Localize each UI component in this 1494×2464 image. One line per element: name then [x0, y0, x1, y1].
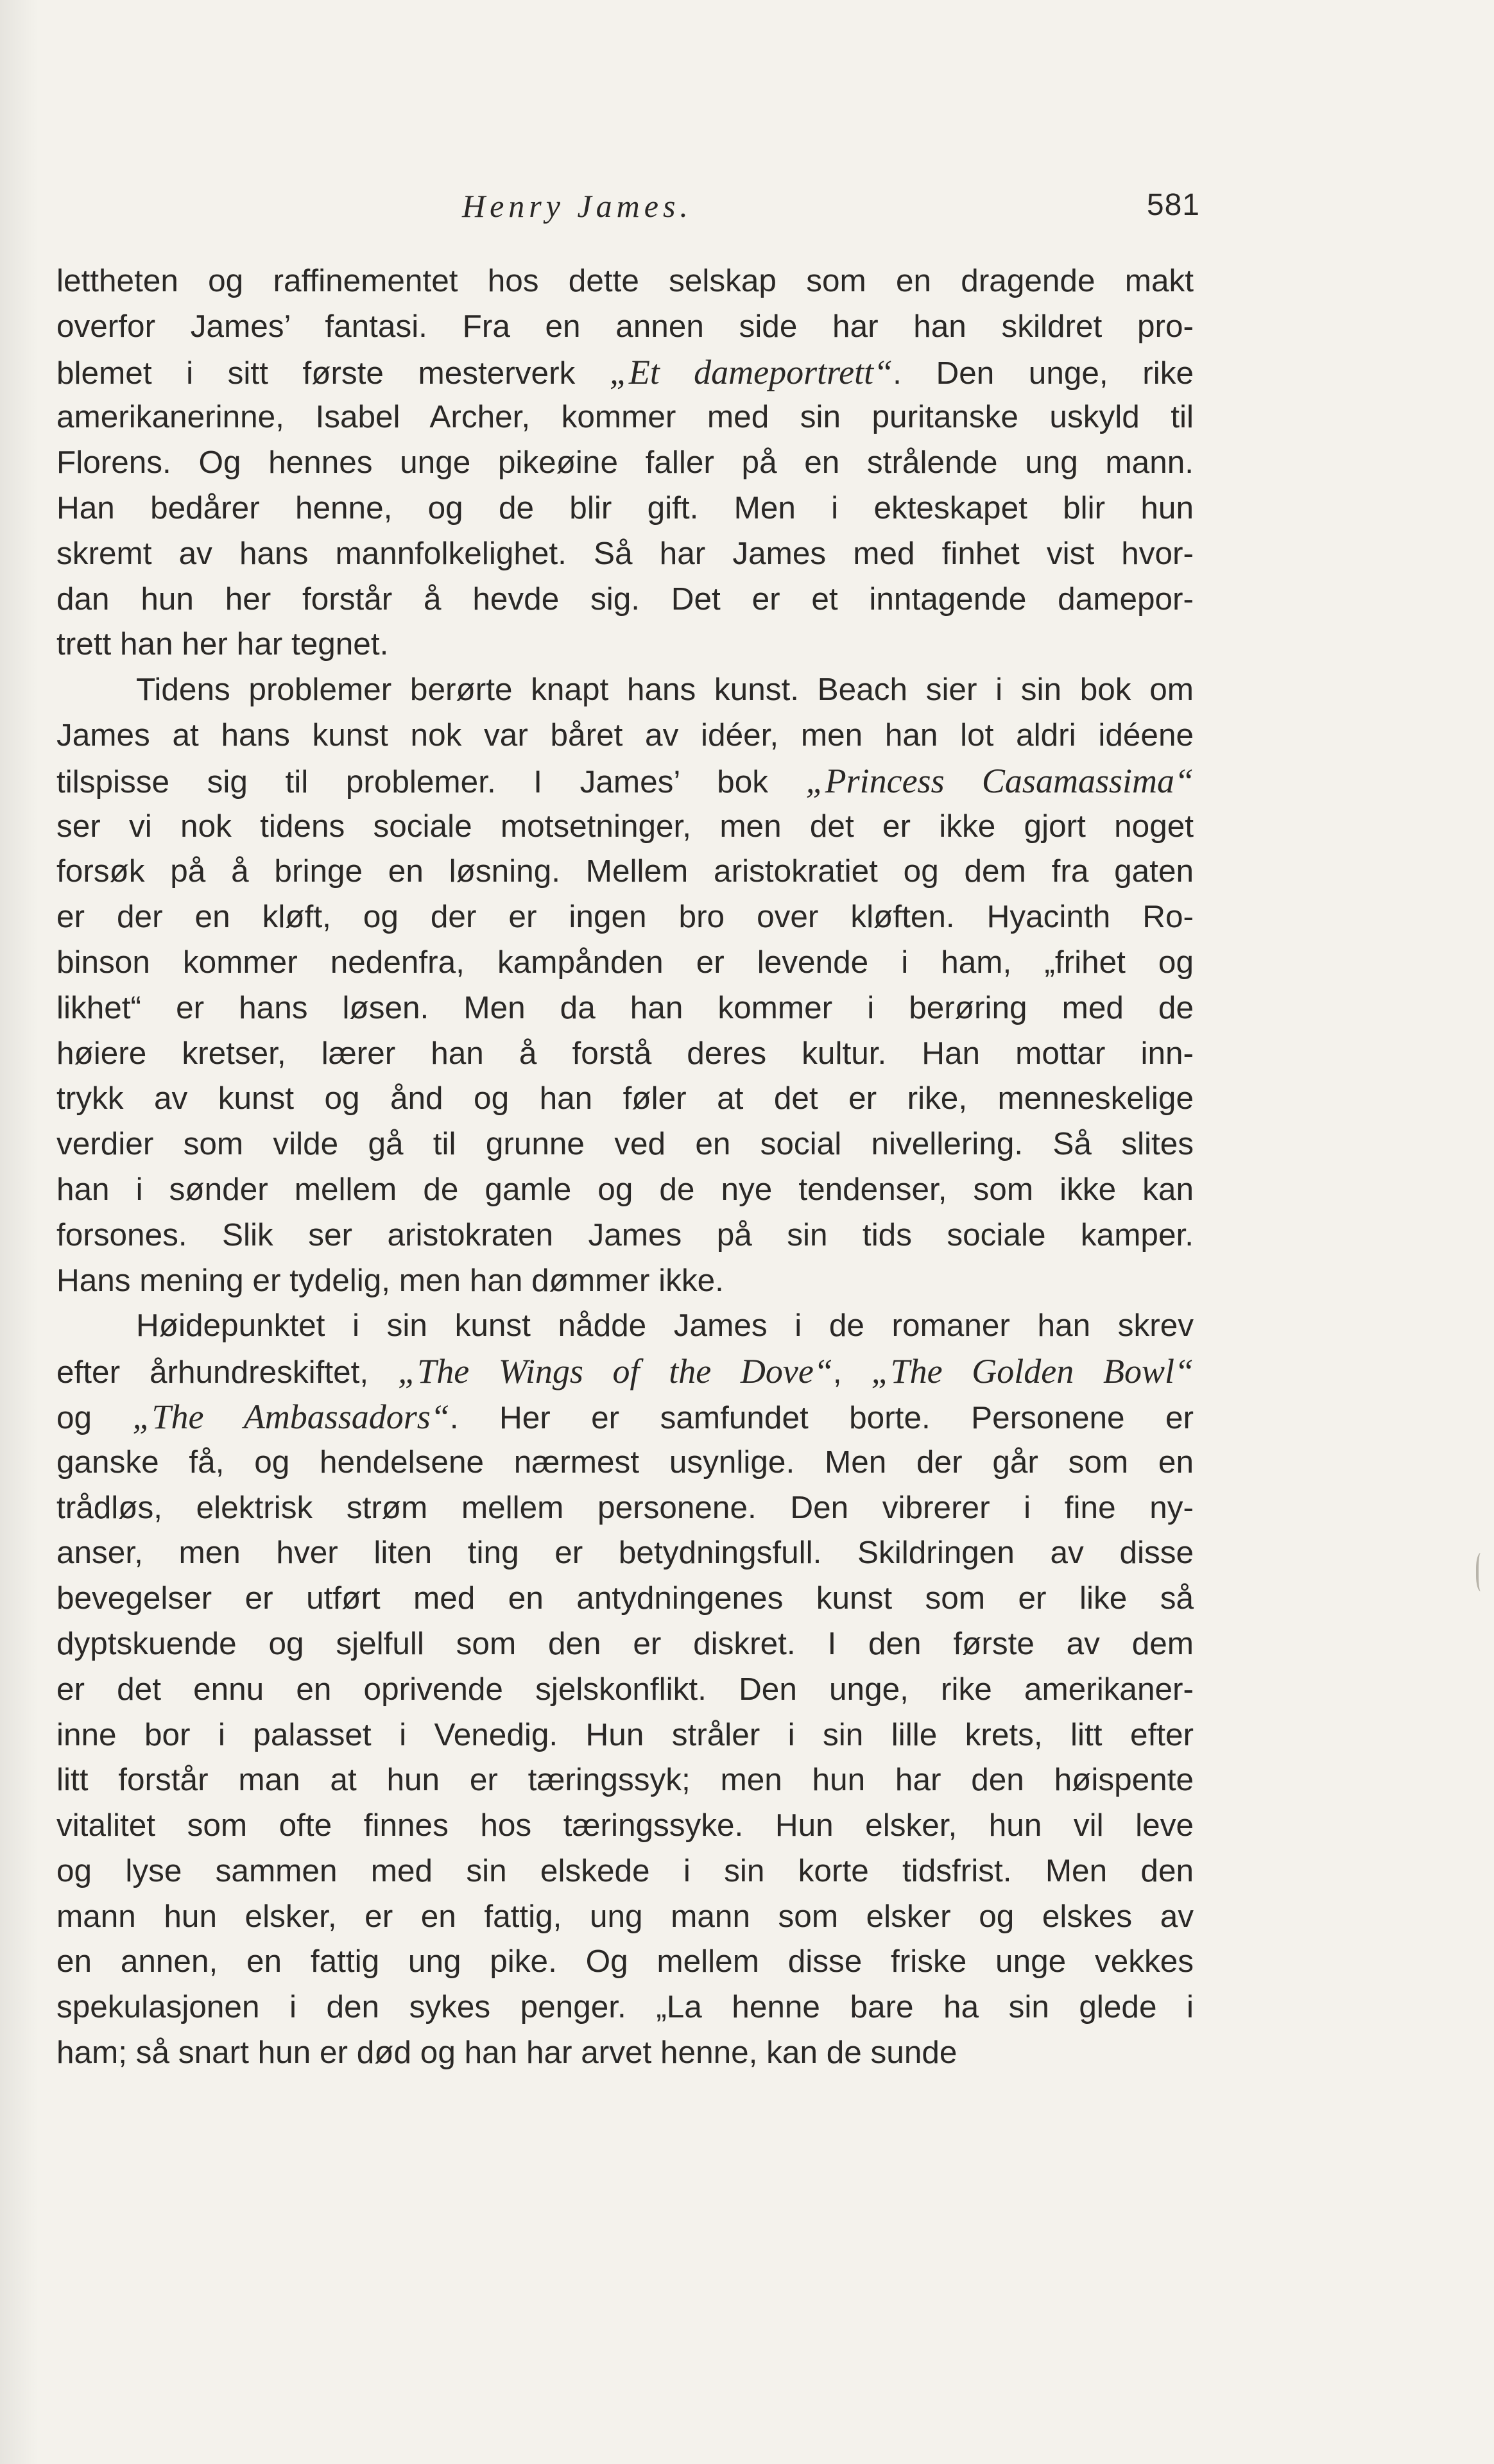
text-line: vitalitet som ofte finnes hos tæringssyke. Hun elsker, hun vil leve [56, 1808, 1194, 1844]
text-line: Tidens problemer berørte knapt hans kunst. Beach sier i sin bok om [136, 672, 1194, 708]
text-line: og lyse sammen med sin elskede i sin korte tidsfrist. Men den [56, 1852, 1194, 1888]
italic-title: „Et dameportrett“ [609, 352, 893, 391]
text-line: mann hun elsker, er en fattig, ung mann som elsker og elskes av [56, 1898, 1194, 1934]
text-line: skremt av hans mannfolkelighet. Så har James med finhet vist hvor- [56, 535, 1194, 571]
text-line: Han bedårer henne, og de blir gift. Men i ekteskapet blir hun [56, 490, 1194, 526]
text-line: binson kommer nedenfra, kampånden er levende i ham, „frihet og [56, 944, 1194, 980]
text-line: Florens. Og hennes unge pikeøine faller på en strålende ung mann. [56, 445, 1194, 481]
text-line: ham; så snart hun er død og han har arvet henne, kan de sunde [56, 2035, 957, 2071]
text-line: verdier som vilde gå til grunne ved en social nivellering. Så slites [56, 1126, 1194, 1162]
text-line: ganske få, og hendelsene nærmest usynlige. Men der går som en [56, 1444, 1194, 1480]
text-line: og „The Ambassadors“. Her er samfundet borte. Personene er [56, 1397, 1194, 1436]
text-line: Hans mening er tydelig, men han dømmer ikke. [56, 1262, 724, 1298]
text-line: trett han her har tegnet. [56, 626, 389, 662]
paragraph [56, 259, 1194, 667]
italic-title: „The Golden Bowl“ [871, 1352, 1194, 1391]
paragraph [56, 667, 1194, 1303]
text-line: amerikanerinne, Isabel Archer, kommer med sin puritanske uskyld til [56, 399, 1194, 435]
text-line: en annen, en fattig ung pike. Og mellem disse friske unge vekkes [56, 1944, 1194, 1980]
text-line: høiere kretser, lærer han å forstå deres kultur. Han mottar inn- [56, 1035, 1194, 1071]
italic-title: „The Wings of the Dove“ [398, 1352, 833, 1391]
italic-title: „Princess Casamassima“ [805, 761, 1194, 800]
body-text [56, 259, 1194, 2076]
text-line: forsøk på å bringe en løsning. Mellem aristokratiet og dem fra gaten [56, 853, 1194, 889]
text-line: lettheten og raffinementet hos dette selskap som en dragende makt [56, 263, 1194, 298]
text-line: spekulasjonen i den sykes penger. „La henne bare ha sin glede i [56, 1989, 1194, 2025]
text-line: trådløs, elektrisk strøm mellem personene. Den vibrerer i fine ny- [56, 1489, 1194, 1525]
text-line: efter århundreskiftet, „The Wings of the Dove“, „The Golden Bowl“ [56, 1352, 1194, 1391]
text-line: Høidepunktet i sin kunst nådde James i de romaner han skrev [136, 1308, 1194, 1344]
page-edge-shadow [0, 0, 39, 2464]
italic-title: „The Ambassadors“ [132, 1397, 450, 1436]
text-line: bevegelser er utført med en antydningenes kunst som er like så [56, 1580, 1194, 1616]
text-line: blemet i sitt første mesterverk „Et dameportrett“. Den unge, rike [56, 352, 1194, 391]
text-line: overfor James’ fantasi. Fra en annen side har han skildret pro- [56, 308, 1194, 344]
paragraph [56, 1303, 1194, 2076]
text-line: ser vi nok tidens sociale motsetninger, men det er ikke gjort noget [56, 808, 1194, 844]
margin-bracket-mark [1476, 1553, 1488, 1591]
text-line: tilspisse sig til problemer. I James’ bok „Princess Casamassima“ [56, 761, 1194, 800]
text-line: er der en kløft, og der er ingen bro over kløften. Hyacinth Ro- [56, 899, 1194, 935]
text-line: dyptskuende og sjelfull som den er diskret. I den første av dem [56, 1625, 1194, 1661]
text-line: trykk av kunst og ånd og han føler at det er rike, menneskelige [56, 1081, 1194, 1116]
text-line: han i sønder mellem de gamle og de nye tendenser, som ikke kan [56, 1171, 1194, 1207]
running-head: Henry James. [462, 188, 692, 224]
text-line: dan hun her forstår å hevde sig. Det er et inntagende damepor- [56, 581, 1194, 617]
text-line: inne bor i palasset i Venedig. Hun stråler i sin lille krets, litt efter [56, 1716, 1194, 1752]
text-line: forsones. Slik ser aristokraten James på sin tids sociale kamper. [56, 1217, 1194, 1253]
text-line: James at hans kunst nok var båret av idéer, men han lot aldri idéene [56, 717, 1194, 753]
text-line: anser, men hver liten ting er betydningsfull. Skildringen av disse [56, 1535, 1194, 1571]
text-line: litt forstår man at hun er tæringssyk; men hun har den høispente [56, 1762, 1194, 1798]
text-line: er det ennu en oprivende sjelskonflikt. Den unge, rike amerikaner- [56, 1671, 1194, 1707]
page-header [462, 187, 1200, 239]
text-line: likhet“ er hans løsen. Men da han kommer i berøring med de [56, 989, 1194, 1025]
page-number: 581 [1146, 188, 1200, 222]
